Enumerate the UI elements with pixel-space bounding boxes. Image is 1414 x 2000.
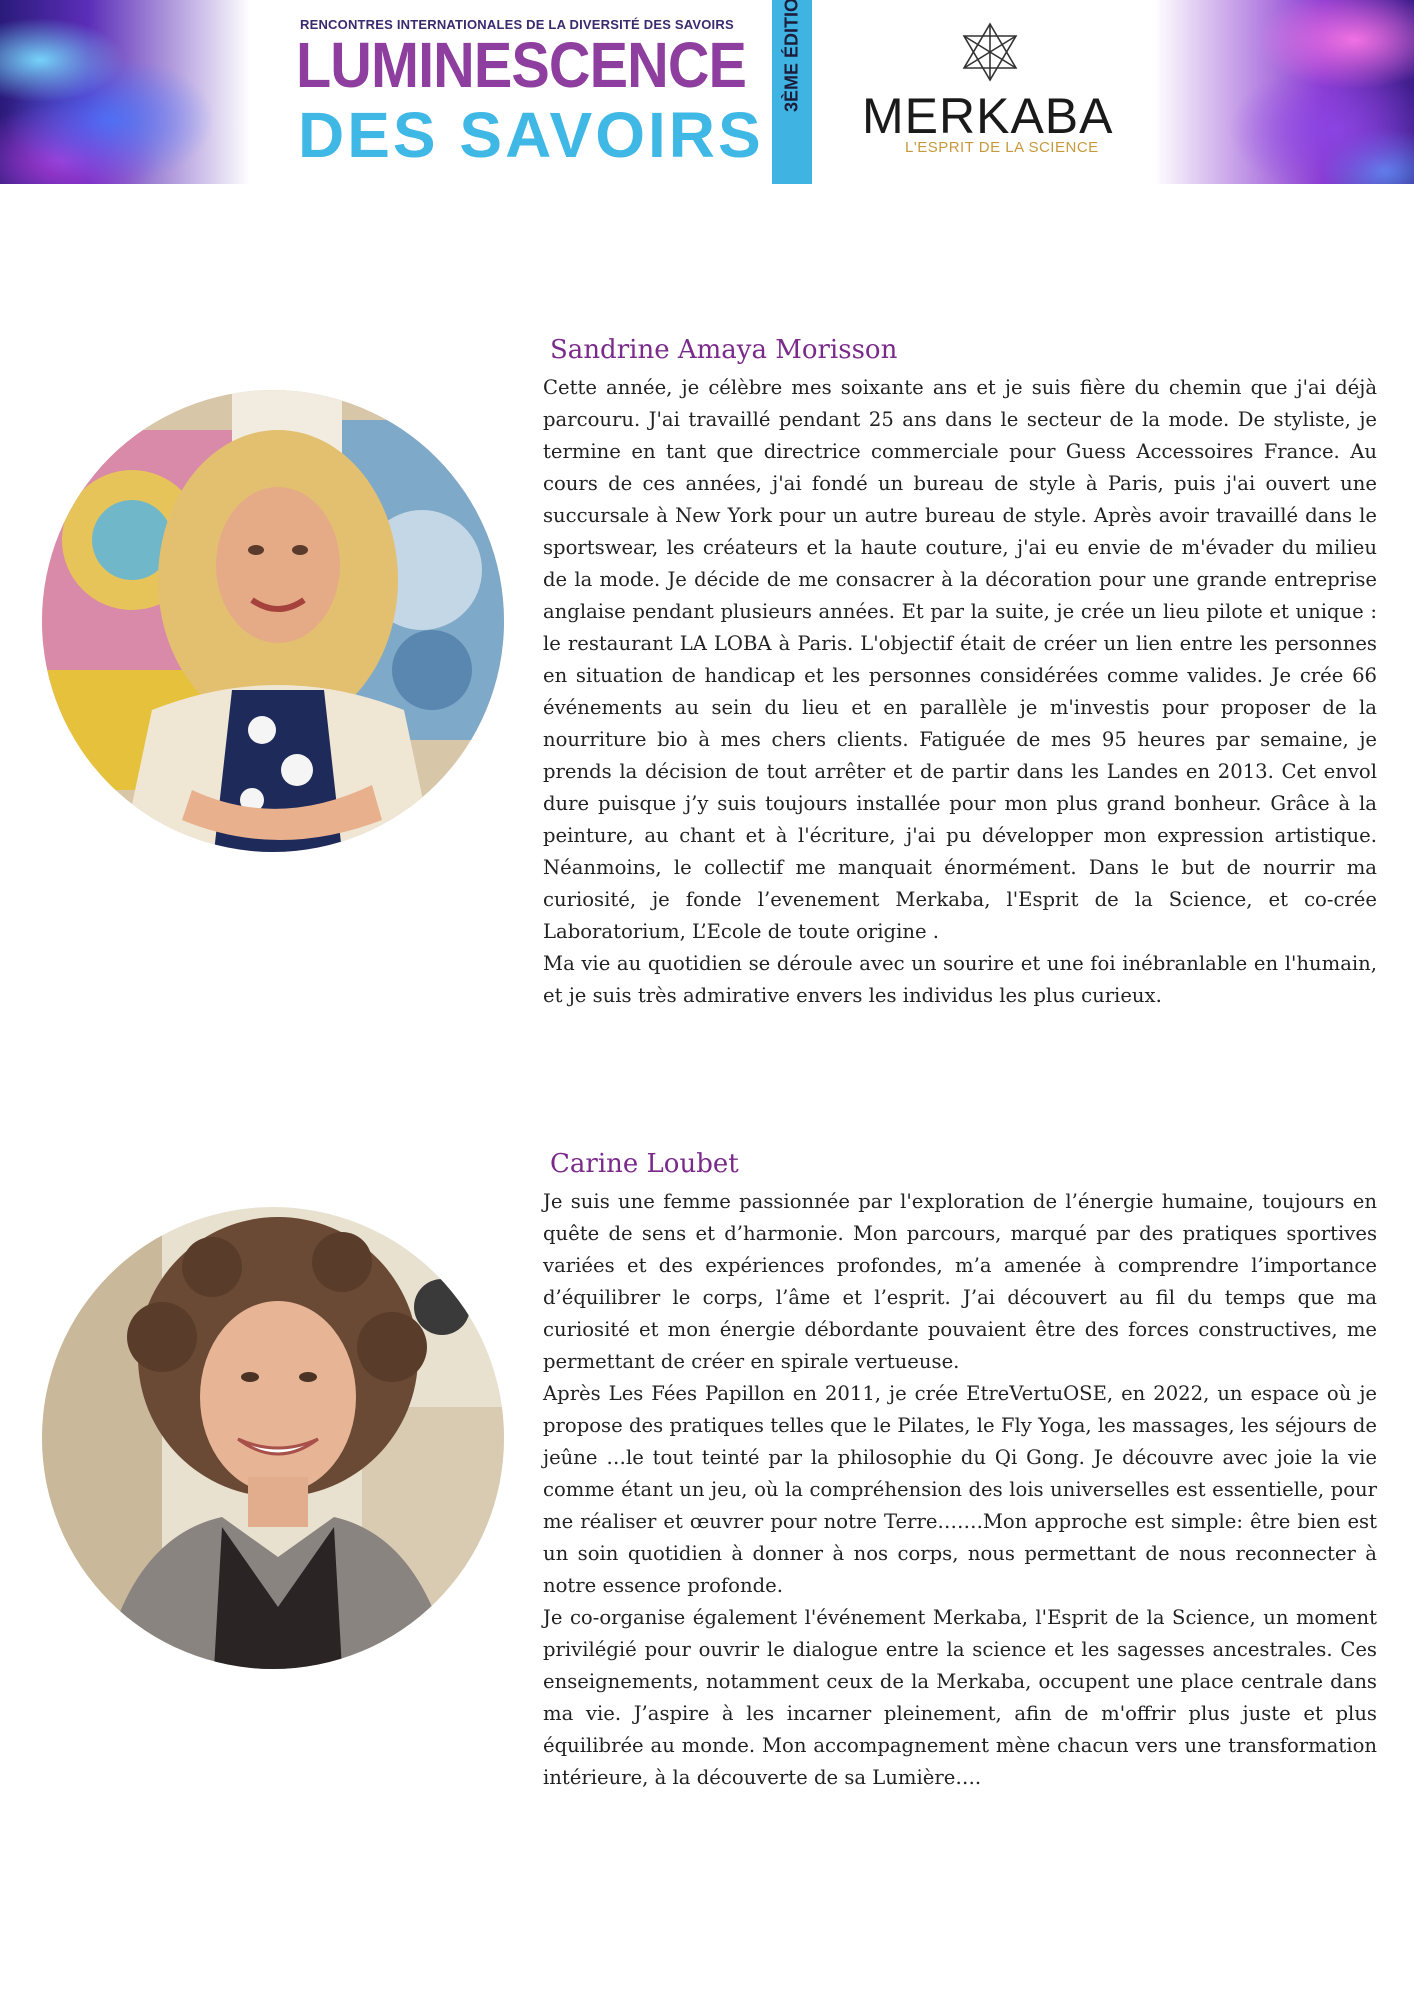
brand-name: MERKABA: [862, 88, 1114, 144]
header-banner: [0, 0, 1414, 184]
bio-paragraph: Après Les Fées Papillon en 2011, je crée EtreVertuOSE, en 2022, un espace où je propose des pratiques telles que le Pilates, le Fly Yoga, les massages, les séjours de jeûne …le tout teinté par la philosophie du Qi Gong. Je découvre avec joie la vie comme étant un jeu, où la compréhension des lois universelles est essentielle, pour me réaliser et œuvrer pour notre Terre…….Mon approche est simple: être bien est un soin quotidien à donner à nos corps, nous permettant de nous reconnecter à notre essence profonde.: [543, 1382, 1377, 1597]
edition-label: [782, 72, 803, 112]
profile-bio: [543, 1186, 1377, 1794]
profile-name: Sandrine Amaya Morisson: [550, 335, 898, 365]
event-title-line2: DES SAVOIRS: [298, 99, 764, 171]
profile-photo-carine: [42, 1207, 504, 1669]
profile-photo-sandrine: [42, 390, 504, 852]
light-swirl-right: [1154, 0, 1414, 184]
event-subtitle: RENCONTRES INTERNATIONALES DE LA DIVERSITÉ DES SAVOIRS: [300, 17, 734, 32]
light-swirl-left: [0, 0, 250, 184]
event-title-line1: LUMINESCENCE: [296, 29, 747, 101]
merkaba-star-icon: [960, 20, 1020, 84]
bio-paragraph: Ma vie au quotidien se déroule avec un sourire et une foi inébranlable en l'humain, et je suis très admirative envers les individus les plus curieux.: [543, 952, 1377, 1007]
bio-paragraph: Cette année, je célèbre mes soixante ans et je suis fière du chemin que j'ai déjà parcouru. J'ai travaillé pendant 25 ans dans le secteur de la mode. De styliste, je termine en tant que directrice commerciale pour Guess Accessoires France. Au cours de ces années, j'ai fondé un bureau de style à Paris, puis j'ai ouvert une succursale à New York pour un autre bureau de style. Après avoir travaillé dans le sportswear, les créateurs et la haute couture, j'ai eu envie de m'évader du milieu de la mode. Je décide de me consacrer à la décoration pour une grande entreprise anglaise pendant plusieurs années. Et par la suite, je crée un lieu pilote et unique : le restaurant LA LOBA à Paris. L'objectif était de créer un lien entre les personnes en situation de handicap et les personnes considérées comme valides. Je crée 66 événements au sein du lieu et en parallèle je m'investis pour proposer de la nourriture bio à mes chers clients. Fatiguée de mes 95 heures par semaine, je prends la décision de tout arrêter et de partir dans les Landes en 2013. Cet envol dure puisque j’y suis toujours installée pour mon plus grand bonheur. Grâce à la peinture, au chant et à l'écriture, j'ai pu développer mon expression artistique. Néanmoins, le collectif me manquait énormément. Dans le but de nourrir ma curiosité, je fonde l’evenement Merkaba, l'Esprit de la Science, et co-crée Laboratorium, L’Ecole de toute origine .: [543, 376, 1377, 943]
profile-bio: [543, 372, 1377, 1012]
bio-paragraph: Je co-organise également l'événement Merkaba, l'Esprit de la Science, un moment privilégié pour ouvrir le dialogue entre la science et les sagesses ancestrales. Ces enseignements, notamment ceux de la Merkaba, occupent une place centrale dans ma vie. J’aspire à les incarner pleinement, afin de m'offrir plus juste et plus équilibrée au monde. Mon accompagnement mène chacun vers une transformation intérieure, à la découverte de sa Lumière….: [543, 1606, 1377, 1789]
brand-tagline: L'ESPRIT DE LA SCIENCE: [905, 139, 1099, 156]
bio-paragraph: Je suis une femme passionnée par l'exploration de l’énergie humaine, toujours en quête de sens et d’harmonie. Mon parcours, marqué par des pratiques sportives variées et des expériences profondes, m’a amenée à comprendre l’importance d’équilibrer le corps, l’âme et l’esprit. J’ai découvert au fil du temps que ma curiosité et mon énergie débordante pouvaient être des forces constructives, me permettant de créer en spirale vertueuse.: [543, 1190, 1377, 1373]
profile-name: Carine Loubet: [550, 1149, 739, 1179]
